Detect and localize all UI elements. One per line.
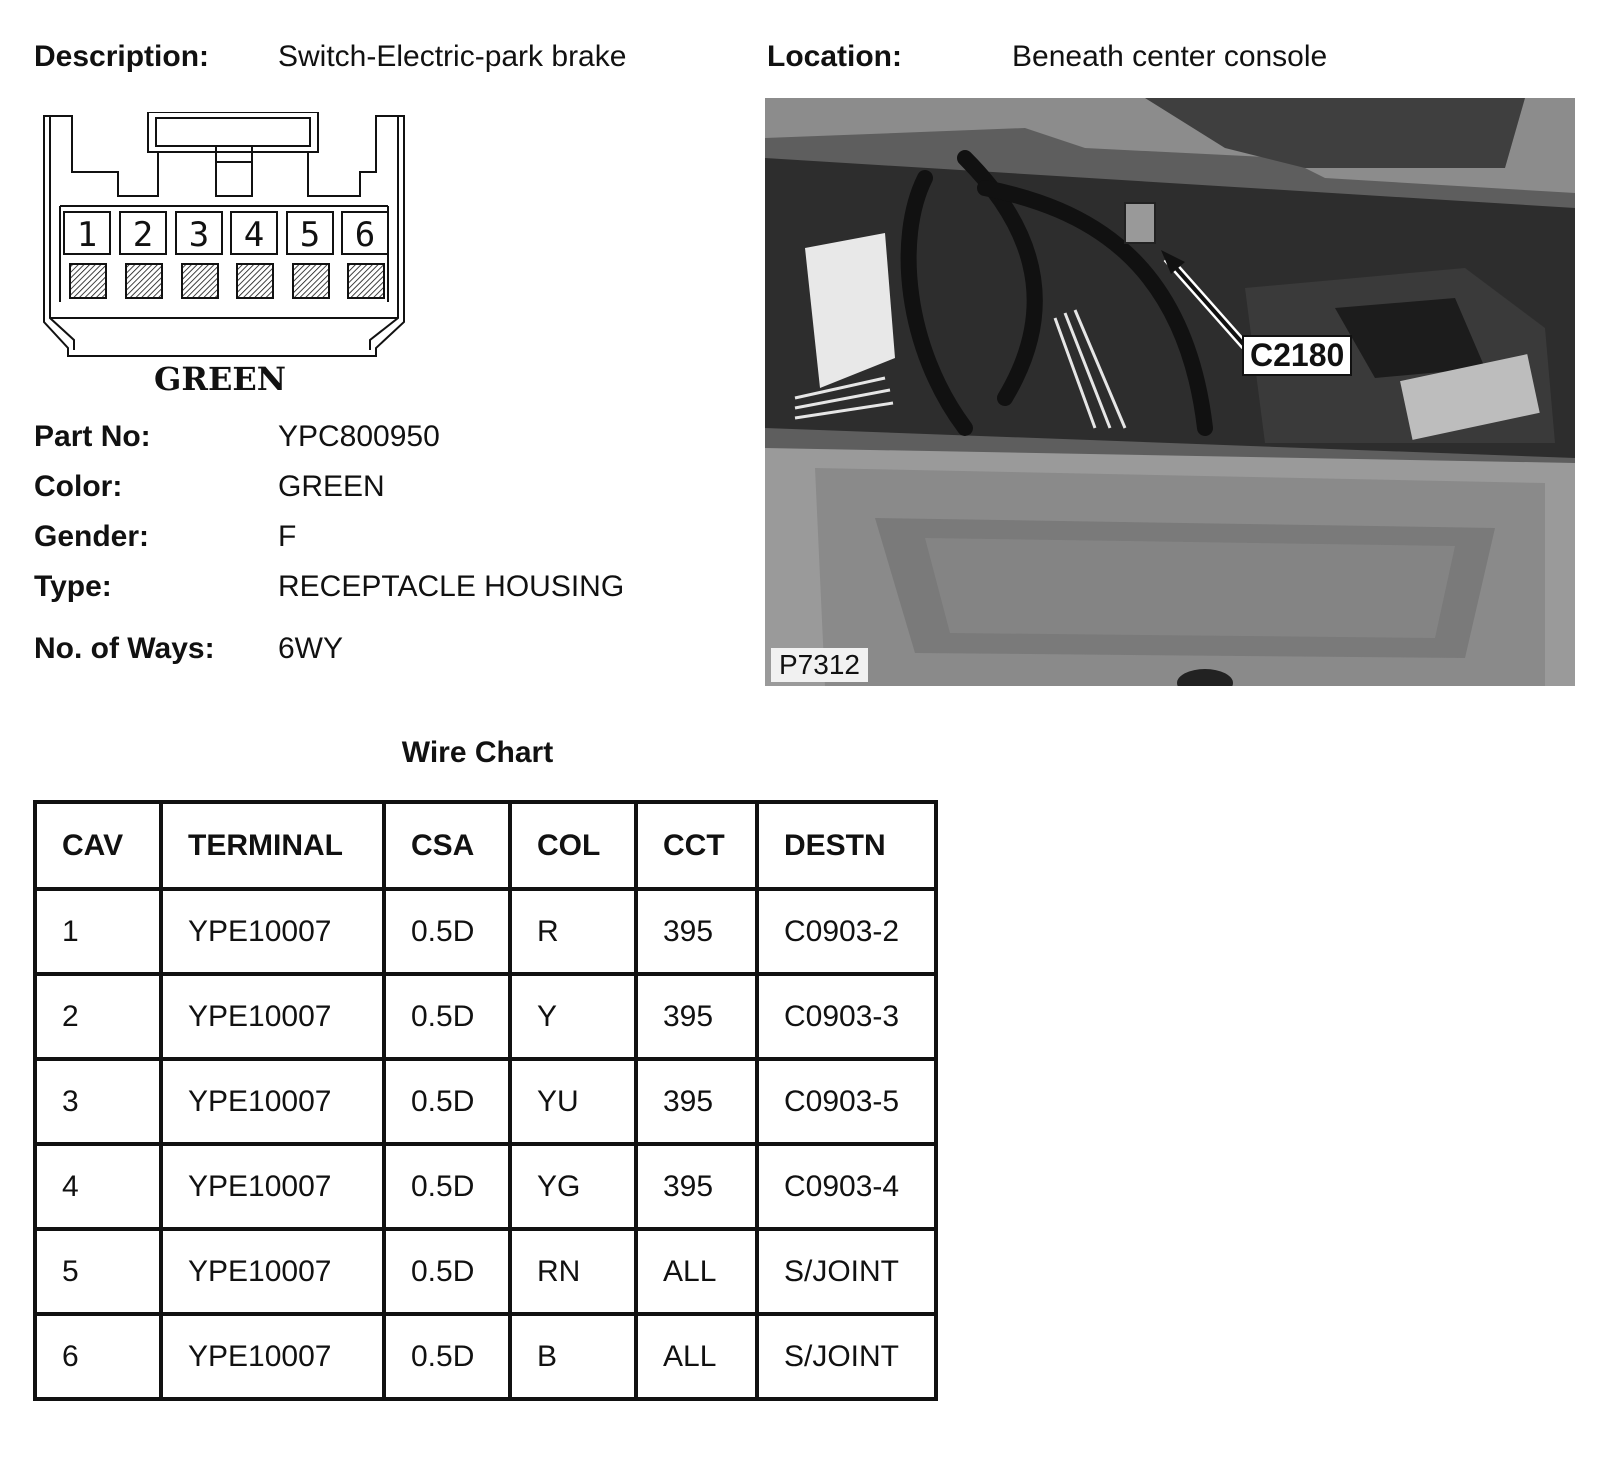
column-header-destn: DESTN <box>757 802 936 889</box>
cell-csa: 0.5D <box>384 1144 510 1229</box>
cell-terminal: YPE10007 <box>161 1314 384 1399</box>
connector-callout: C2180 <box>1242 335 1352 376</box>
cell-terminal: YPE10007 <box>161 974 384 1059</box>
cell-destn: S/JOINT <box>757 1229 936 1314</box>
cell-destn: C0903-2 <box>757 889 936 974</box>
cell-destn: S/JOINT <box>757 1314 936 1399</box>
pin-label: 2 <box>132 215 154 255</box>
column-header-csa: CSA <box>384 802 510 889</box>
type-label: Type: <box>34 570 112 603</box>
cell-cav: 5 <box>35 1229 161 1314</box>
cell-cct: 395 <box>636 1059 757 1144</box>
cell-csa: 0.5D <box>384 974 510 1059</box>
cell-cct: ALL <box>636 1229 757 1314</box>
description-value: Switch-Electric-park brake <box>278 40 627 73</box>
cell-cct: 395 <box>636 1144 757 1229</box>
pin-label: 3 <box>188 215 210 255</box>
column-header-cct: CCT <box>636 802 757 889</box>
cell-terminal: YPE10007 <box>161 1229 384 1314</box>
connector-diagram <box>38 112 418 402</box>
connector-color-caption: GREEN <box>154 360 286 398</box>
cell-destn: C0903-4 <box>757 1144 936 1229</box>
table-header-row <box>35 802 936 889</box>
pin-label: 4 <box>243 215 265 255</box>
cell-terminal: YPE10007 <box>161 1059 384 1144</box>
cell-destn: C0903-3 <box>757 974 936 1059</box>
cell-csa: 0.5D <box>384 1229 510 1314</box>
photo-id-tag: P7312 <box>771 648 868 682</box>
cell-cav: 4 <box>35 1144 161 1229</box>
table-row <box>35 1314 936 1399</box>
location-label: Location: <box>767 40 902 73</box>
pin-label: 6 <box>354 215 376 255</box>
cell-cav: 6 <box>35 1314 161 1399</box>
wire-chart-table <box>33 800 938 1401</box>
location-value: Beneath center console <box>1012 40 1328 73</box>
table-row <box>35 1144 936 1229</box>
pin-label: 5 <box>299 215 321 255</box>
cell-cav: 2 <box>35 974 161 1059</box>
ways-label: No. of Ways: <box>34 632 215 665</box>
color-value: GREEN <box>278 470 385 503</box>
ways-value: 6WY <box>278 632 344 665</box>
column-header-cav: CAV <box>35 802 161 889</box>
part-no-value: YPC800950 <box>278 420 440 453</box>
cell-col: RN <box>510 1229 636 1314</box>
cell-cct: ALL <box>636 1314 757 1399</box>
cell-cct: 395 <box>636 889 757 974</box>
cell-cct: 395 <box>636 974 757 1059</box>
column-header-terminal: TERMINAL <box>161 802 384 889</box>
description-label: Description: <box>34 40 210 73</box>
cell-destn: C0903-5 <box>757 1059 936 1144</box>
cell-csa: 0.5D <box>384 1314 510 1399</box>
column-header-col: COL <box>510 802 636 889</box>
gender-label: Gender: <box>34 520 150 553</box>
location-photo <box>765 98 1575 686</box>
type-value: RECEPTACLE HOUSING <box>278 570 625 603</box>
table-row <box>35 1059 936 1144</box>
photo-scene <box>765 98 1575 686</box>
cell-col: B <box>510 1314 636 1399</box>
table-row <box>35 1229 936 1314</box>
cell-col: R <box>510 889 636 974</box>
cell-terminal: YPE10007 <box>161 1144 384 1229</box>
pin-label: 1 <box>76 215 98 255</box>
cell-cav: 3 <box>35 1059 161 1144</box>
color-label: Color: <box>34 470 123 503</box>
table-row <box>35 974 936 1059</box>
part-no-label: Part No: <box>34 420 151 453</box>
cell-col: YU <box>510 1059 636 1144</box>
cell-csa: 0.5D <box>384 1059 510 1144</box>
cell-csa: 0.5D <box>384 889 510 974</box>
table-row <box>35 889 936 974</box>
wire-chart-title: Wire Chart <box>401 736 554 769</box>
connector-outline <box>38 112 418 402</box>
cell-col: Y <box>510 974 636 1059</box>
gender-value: F <box>278 520 297 553</box>
cell-cav: 1 <box>35 889 161 974</box>
cell-col: YG <box>510 1144 636 1229</box>
cell-terminal: YPE10007 <box>161 889 384 974</box>
